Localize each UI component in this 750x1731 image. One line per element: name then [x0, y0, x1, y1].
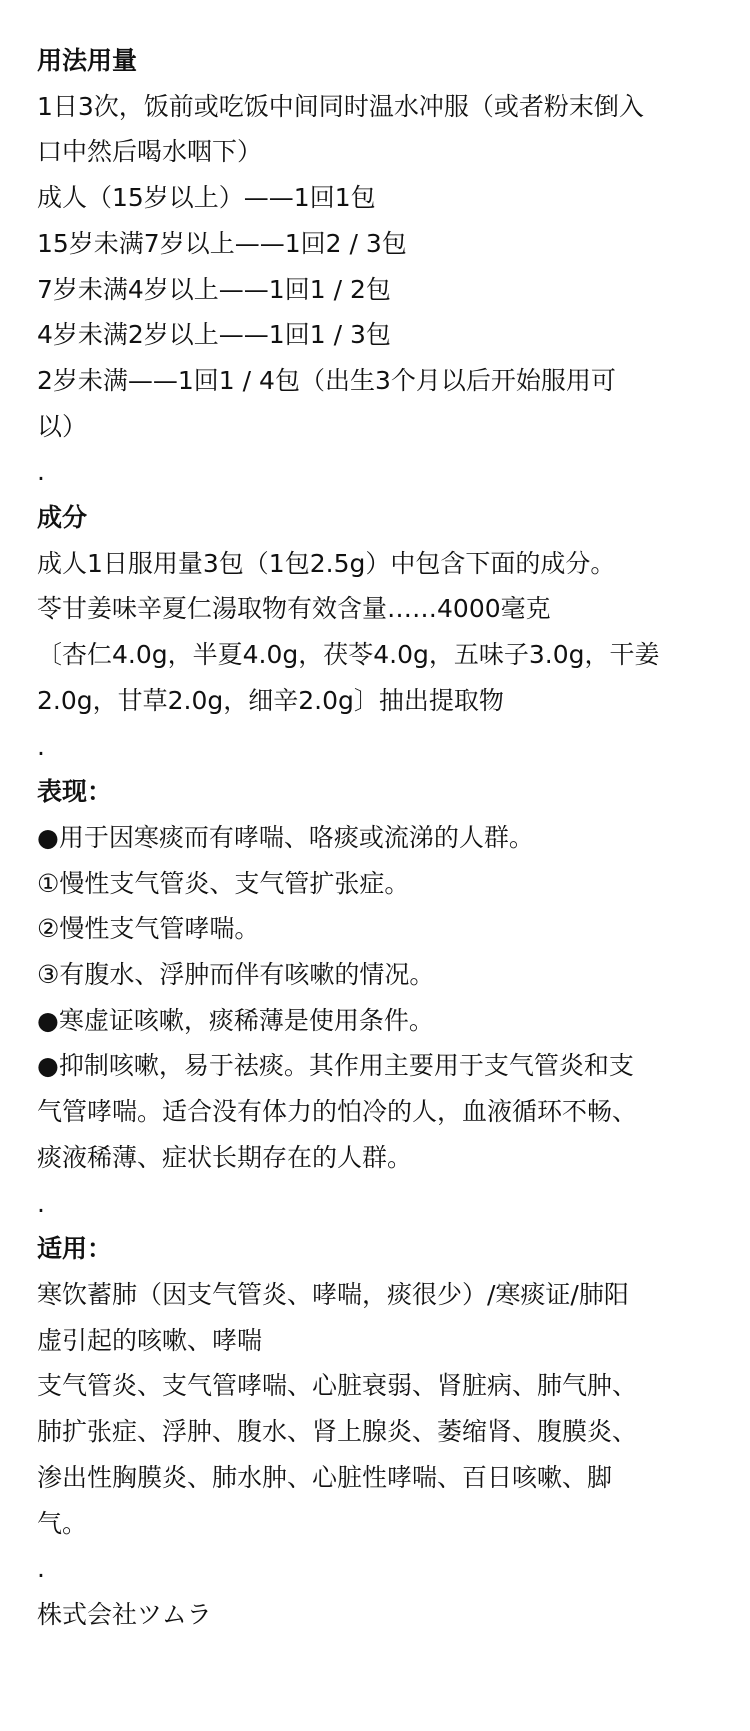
symptoms-line: ●用于因寒痰而有哮喘、咯痰或流涕的人群。 [37, 822, 534, 852]
usage-line: 4岁未满2岁以上——1回1 / 3包 [37, 320, 391, 350]
symptoms-line: ②慢性支气管哮喘。 [37, 914, 260, 944]
ingredients-line: 苓甘姜味辛夏仁湯取物有效含量……4000毫克 [37, 594, 551, 624]
section-separator: . [37, 1188, 45, 1218]
ingredients-line: 〔杏仁4.0g，半夏4.0g，茯苓4.0g，五味子3.0g，干姜 [37, 640, 660, 670]
symptoms-line: ①慢性支气管炎、支气管扩张症。 [37, 868, 410, 898]
indications-heading: 适用： [37, 1234, 113, 1264]
indications-section [37, 1226, 720, 1546]
section-separator: . [37, 1554, 45, 1584]
manufacturer-name: 株式会社ツムラ [37, 1599, 212, 1629]
ingredients-line: 成人1日服用量3包（1包2.5g）中包含下面的成分。 [37, 548, 616, 578]
usage-line: 成人（15岁以上）——1回1包 [37, 183, 376, 213]
symptoms-section [37, 769, 720, 1180]
symptoms-line: ●抑制咳嗽，易于祛痰。其作用主要用于支气管炎和支 [37, 1051, 634, 1081]
usage-heading: 用法用量 [37, 46, 138, 75]
indications-line: 气。 [37, 1508, 88, 1538]
indications-line: 支气管炎、支气管哮喘、心脏衰弱、肾脏病、肺气肿、 [37, 1371, 638, 1401]
ingredients-line: 2.0g，甘草2.0g，细辛2.0g〕抽出提取物 [37, 685, 504, 715]
ingredients-heading: 成分 [37, 503, 88, 533]
section-separator: . [37, 731, 45, 761]
indications-line: 渗出性胸膜炎、肺水肿、心脏性哮喘、百日咳嗽、脚 [37, 1462, 613, 1492]
usage-line: 1日3次，饭前或吃饭中间同时温水冲服（或者粉末倒入 [37, 91, 644, 121]
indications-line: 寒饮蓄肺（因支气管炎、哮喘，痰很少）/寒痰证/肺阳 [37, 1279, 629, 1309]
ingredients-section [37, 495, 720, 724]
indications-line: 肺扩张症、浮肿、腹水、肾上腺炎、萎缩肾、腹膜炎、 [37, 1417, 638, 1447]
usage-line: 15岁未满7岁以上——1回2 / 3包 [37, 228, 407, 258]
symptoms-heading: 表现： [37, 777, 113, 807]
usage-line: 7岁未满4岁以上——1回1 / 2包 [37, 274, 391, 304]
usage-line: 以） [37, 411, 88, 441]
symptoms-line: 气管哮喘。适合没有体力的怕冷的人，血液循环不畅、 [37, 1097, 638, 1127]
indications-line: 虚引起的咳嗽、哮喘 [37, 1325, 263, 1355]
symptoms-line: 痰液稀薄、症状长期存在的人群。 [37, 1142, 413, 1172]
usage-section [37, 38, 720, 449]
usage-line: 口中然后喝水咽下） [37, 137, 263, 167]
symptoms-line: ●寒虚证咳嗽，痰稀薄是使用条件。 [37, 1005, 434, 1035]
usage-line: 2岁未满——1回1 / 4包（出生3个月以后开始服用可 [37, 365, 616, 395]
symptoms-line: ③有腹水、浮肿而伴有咳嗽的情况。 [37, 960, 435, 990]
section-separator: . [37, 457, 45, 487]
